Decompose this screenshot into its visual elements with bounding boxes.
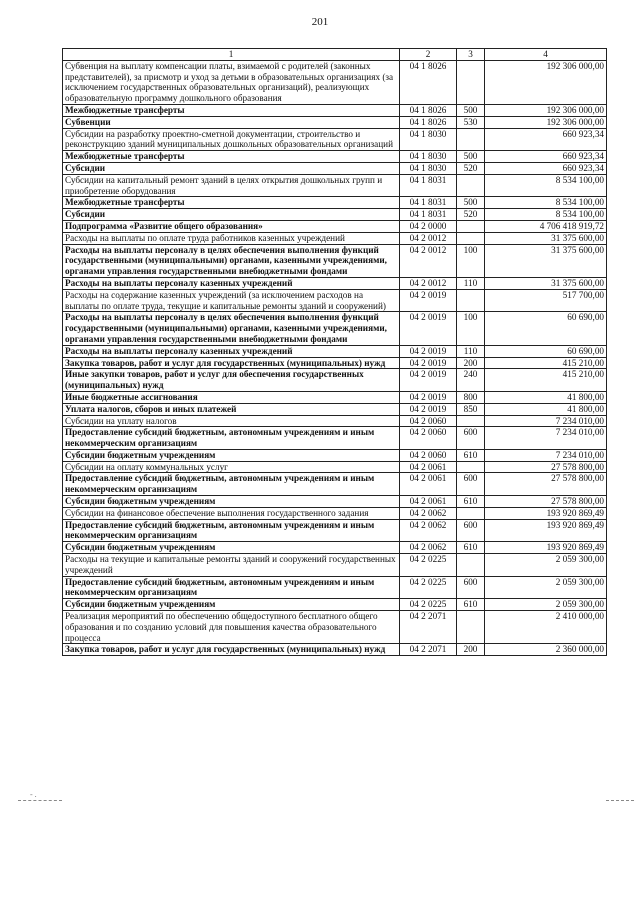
table-row bbox=[63, 151, 607, 163]
table-row bbox=[63, 554, 607, 577]
row-name-cell: Предоставление субсидий бюджетным, автономным учреждениям и иным некоммерческим организациям bbox=[63, 576, 400, 599]
header-col-3: 3 bbox=[457, 49, 485, 61]
row-name-cell: Предоставление субсидий бюджетным, автономным учреждениям и иным некоммерческим организациям bbox=[63, 519, 400, 542]
table-row bbox=[63, 576, 607, 599]
row-expense-type-cell: 610 bbox=[457, 496, 485, 508]
row-code-cell: 04 1 8030 bbox=[400, 151, 457, 163]
row-code-cell: 04 2 0060 bbox=[400, 415, 457, 427]
table-row bbox=[63, 277, 607, 289]
row-code-cell: 04 2 0062 bbox=[400, 542, 457, 554]
row-name-cell: Расходы на выплаты персоналу казенных учреждений bbox=[63, 345, 400, 357]
table-row bbox=[63, 289, 607, 312]
row-amount-cell: 2 360 000,00 bbox=[485, 644, 607, 656]
row-expense-type-cell: 530 bbox=[457, 116, 485, 128]
row-code-cell: 04 1 8031 bbox=[400, 174, 457, 197]
row-amount-cell: 31 375 600,00 bbox=[485, 232, 607, 244]
row-code-cell: 04 2 2071 bbox=[400, 611, 457, 644]
table-row bbox=[63, 461, 607, 473]
table-row bbox=[63, 60, 607, 104]
row-expense-type-cell: 600 bbox=[457, 519, 485, 542]
table-row bbox=[63, 391, 607, 403]
row-amount-cell: 8 534 100,00 bbox=[485, 197, 607, 209]
row-expense-type-cell bbox=[457, 415, 485, 427]
row-expense-type-cell bbox=[457, 174, 485, 197]
row-expense-type-cell: 610 bbox=[457, 449, 485, 461]
row-amount-cell: 4 706 418 919,72 bbox=[485, 220, 607, 232]
row-amount-cell: 8 534 100,00 bbox=[485, 209, 607, 221]
row-expense-type-cell: 800 bbox=[457, 391, 485, 403]
row-amount-cell: 7 234 010,00 bbox=[485, 449, 607, 461]
row-amount-cell: 2 059 300,00 bbox=[485, 599, 607, 611]
table-row bbox=[63, 357, 607, 369]
row-amount-cell: 31 375 600,00 bbox=[485, 277, 607, 289]
row-code-cell: 04 2 0062 bbox=[400, 507, 457, 519]
row-name-cell: Предоставление субсидий бюджетным, автономным учреждениям и иным некоммерческим организациям bbox=[63, 427, 400, 450]
row-name-cell: Субсидии на капитальный ремонт зданий в целях открытия дошкольных групп и приобретение оборудования bbox=[63, 174, 400, 197]
row-name-cell: Межбюджетные трансферты bbox=[63, 104, 400, 116]
row-code-cell: 04 2 0019 bbox=[400, 357, 457, 369]
row-name-cell: Субсидии бюджетным учреждениям bbox=[63, 449, 400, 461]
row-expense-type-cell: 520 bbox=[457, 162, 485, 174]
row-expense-type-cell bbox=[457, 611, 485, 644]
row-code-cell: 04 2 0019 bbox=[400, 345, 457, 357]
row-amount-cell: 60 690,00 bbox=[485, 312, 607, 345]
table-row bbox=[63, 116, 607, 128]
table-row bbox=[63, 599, 607, 611]
row-code-cell: 04 1 8026 bbox=[400, 104, 457, 116]
row-expense-type-cell: 240 bbox=[457, 369, 485, 392]
row-name-cell: Расходы на содержание казенных учреждений (за исключением расходов на выплаты по оплате труда, текущие и капитальные ремонты зданий и сооружений) bbox=[63, 289, 400, 312]
row-expense-type-cell: 600 bbox=[457, 427, 485, 450]
row-name-cell: Субсидии bbox=[63, 162, 400, 174]
row-name-cell: Субвенция на выплату компенсации платы, взимаемой с родителей (законных представителей), за присмотр и уход за детьми в образовательных организациях (за исключением государственных образовательных организаций), реализующих образовательную программу дошкольного образования bbox=[63, 60, 400, 104]
row-amount-cell: 8 534 100,00 bbox=[485, 174, 607, 197]
row-expense-type-cell bbox=[457, 128, 485, 151]
row-amount-cell: 27 578 800,00 bbox=[485, 496, 607, 508]
row-name-cell: Субсидии бюджетным учреждениям bbox=[63, 599, 400, 611]
budget-table bbox=[62, 48, 607, 656]
row-expense-type-cell bbox=[457, 554, 485, 577]
row-expense-type-cell: 600 bbox=[457, 576, 485, 599]
row-expense-type-cell bbox=[457, 220, 485, 232]
row-amount-cell: 660 923,34 bbox=[485, 151, 607, 163]
table-row bbox=[63, 415, 607, 427]
row-expense-type-cell: 500 bbox=[457, 151, 485, 163]
row-expense-type-cell: 110 bbox=[457, 345, 485, 357]
row-name-cell: Субсидии на финансовое обеспечение выполнения государственного задания bbox=[63, 507, 400, 519]
table-row bbox=[63, 473, 607, 496]
table-row bbox=[63, 369, 607, 392]
row-code-cell: 04 1 8030 bbox=[400, 128, 457, 151]
row-code-cell: 04 2 0012 bbox=[400, 232, 457, 244]
table-row bbox=[63, 496, 607, 508]
row-code-cell: 04 2 0060 bbox=[400, 427, 457, 450]
row-name-cell: Расходы на выплаты персоналу в целях обеспечения выполнения функций государственными (муниципальными) органами, казенными учреждениями, органами управления государственными внебюджетными фондами bbox=[63, 312, 400, 345]
row-expense-type-cell: 110 bbox=[457, 277, 485, 289]
row-name-cell: Субсидии bbox=[63, 209, 400, 221]
row-code-cell: 04 2 0019 bbox=[400, 391, 457, 403]
row-code-cell: 04 2 0225 bbox=[400, 554, 457, 577]
row-name-cell: Субсидии на оплату коммунальных услуг bbox=[63, 461, 400, 473]
row-amount-cell: 192 306 000,00 bbox=[485, 116, 607, 128]
table-row bbox=[63, 128, 607, 151]
row-name-cell: Субсидии на разработку проектно-сметной документации, строительство и реконструкцию зданий муниципальных дошкольных образовательных организаций bbox=[63, 128, 400, 151]
row-code-cell: 04 2 0060 bbox=[400, 449, 457, 461]
row-code-cell: 04 2 0000 bbox=[400, 220, 457, 232]
header-col-4: 4 bbox=[485, 49, 607, 61]
table-row bbox=[63, 644, 607, 656]
row-expense-type-cell: 200 bbox=[457, 357, 485, 369]
row-expense-type-cell bbox=[457, 232, 485, 244]
row-amount-cell: 415 210,00 bbox=[485, 357, 607, 369]
page-number: 201 bbox=[311, 16, 329, 28]
table-header-row bbox=[63, 49, 607, 61]
row-amount-cell: 41 800,00 bbox=[485, 391, 607, 403]
row-expense-type-cell: 600 bbox=[457, 473, 485, 496]
row-code-cell: 04 2 0061 bbox=[400, 473, 457, 496]
row-code-cell: 04 2 0019 bbox=[400, 312, 457, 345]
row-expense-type-cell: 200 bbox=[457, 644, 485, 656]
row-name-cell: Межбюджетные трансферты bbox=[63, 151, 400, 163]
table-row bbox=[63, 162, 607, 174]
row-amount-cell: 2 410 000,00 bbox=[485, 611, 607, 644]
row-name-cell: Расходы на выплаты персоналу казенных учреждений bbox=[63, 277, 400, 289]
header-col-2: 2 bbox=[400, 49, 457, 61]
table-row bbox=[63, 611, 607, 644]
margin-text: - . bbox=[30, 790, 37, 799]
row-name-cell: Предоставление субсидий бюджетным, автономным учреждениям и иным некоммерческим организациям bbox=[63, 473, 400, 496]
row-name-cell: Подпрограмма «Развитие общего образования» bbox=[63, 220, 400, 232]
row-code-cell: 04 2 0062 bbox=[400, 519, 457, 542]
table-row bbox=[63, 232, 607, 244]
row-code-cell: 04 2 0012 bbox=[400, 244, 457, 277]
row-expense-type-cell: 100 bbox=[457, 312, 485, 345]
row-expense-type-cell: 610 bbox=[457, 599, 485, 611]
row-name-cell: Реализация мероприятий по обеспечению общедоступного бесплатного общего образования и по созданию условий для повышения качества образовательного процесса bbox=[63, 611, 400, 644]
row-name-cell: Иные закупки товаров, работ и услуг для обеспечения государственных (муниципальных) нужд bbox=[63, 369, 400, 392]
header-col-1: 1 bbox=[63, 49, 400, 61]
row-code-cell: 04 1 8030 bbox=[400, 162, 457, 174]
row-amount-cell: 517 700,00 bbox=[485, 289, 607, 312]
row-name-cell: Субсидии бюджетным учреждениям bbox=[63, 496, 400, 508]
row-name-cell: Иные бюджетные ассигнования bbox=[63, 391, 400, 403]
row-name-cell: Закупка товаров, работ и услуг для государственных (муниципальных) нужд bbox=[63, 644, 400, 656]
row-code-cell: 04 1 8026 bbox=[400, 60, 457, 104]
row-amount-cell: 193 920 869,49 bbox=[485, 542, 607, 554]
row-name-cell: Субсидии бюджетным учреждениям bbox=[63, 542, 400, 554]
row-amount-cell: 7 234 010,00 bbox=[485, 427, 607, 450]
row-name-cell: Расходы на выплаты по оплате труда работников казенных учреждений bbox=[63, 232, 400, 244]
scan-artifact-line bbox=[606, 800, 634, 801]
table-row bbox=[63, 542, 607, 554]
row-code-cell: 04 2 0019 bbox=[400, 369, 457, 392]
row-name-cell: Субвенции bbox=[63, 116, 400, 128]
row-amount-cell: 192 306 000,00 bbox=[485, 104, 607, 116]
row-expense-type-cell bbox=[457, 289, 485, 312]
row-amount-cell: 660 923,34 bbox=[485, 162, 607, 174]
table-row bbox=[63, 104, 607, 116]
table-row bbox=[63, 220, 607, 232]
row-code-cell: 04 2 2071 bbox=[400, 644, 457, 656]
row-expense-type-cell: 520 bbox=[457, 209, 485, 221]
row-expense-type-cell: 100 bbox=[457, 244, 485, 277]
table-row bbox=[63, 507, 607, 519]
row-amount-cell: 41 800,00 bbox=[485, 403, 607, 415]
row-code-cell: 04 2 0225 bbox=[400, 576, 457, 599]
row-expense-type-cell bbox=[457, 507, 485, 519]
table-row bbox=[63, 449, 607, 461]
scan-artifact-line bbox=[18, 800, 62, 801]
row-name-cell: Субсидии на уплату налогов bbox=[63, 415, 400, 427]
row-amount-cell: 193 920 869,49 bbox=[485, 519, 607, 542]
row-name-cell: Межбюджетные трансферты bbox=[63, 197, 400, 209]
row-code-cell: 04 2 0061 bbox=[400, 496, 457, 508]
row-expense-type-cell: 500 bbox=[457, 197, 485, 209]
row-amount-cell: 27 578 800,00 bbox=[485, 473, 607, 496]
table-row bbox=[63, 427, 607, 450]
row-expense-type-cell bbox=[457, 60, 485, 104]
table-row bbox=[63, 174, 607, 197]
row-expense-type-cell: 500 bbox=[457, 104, 485, 116]
row-amount-cell: 60 690,00 bbox=[485, 345, 607, 357]
table-row bbox=[63, 403, 607, 415]
row-amount-cell: 660 923,34 bbox=[485, 128, 607, 151]
row-code-cell: 04 1 8031 bbox=[400, 209, 457, 221]
row-amount-cell: 31 375 600,00 bbox=[485, 244, 607, 277]
row-code-cell: 04 2 0019 bbox=[400, 289, 457, 312]
row-code-cell: 04 2 0061 bbox=[400, 461, 457, 473]
row-amount-cell: 192 306 000,00 bbox=[485, 60, 607, 104]
row-code-cell: 04 1 8031 bbox=[400, 197, 457, 209]
table-row bbox=[63, 345, 607, 357]
table-row bbox=[63, 209, 607, 221]
row-amount-cell: 193 920 869,49 bbox=[485, 507, 607, 519]
row-name-cell: Уплата налогов, сборов и иных платежей bbox=[63, 403, 400, 415]
row-code-cell: 04 2 0225 bbox=[400, 599, 457, 611]
row-expense-type-cell bbox=[457, 461, 485, 473]
row-amount-cell: 7 234 010,00 bbox=[485, 415, 607, 427]
row-amount-cell: 415 210,00 bbox=[485, 369, 607, 392]
row-code-cell: 04 2 0019 bbox=[400, 403, 457, 415]
table-row bbox=[63, 244, 607, 277]
row-amount-cell: 27 578 800,00 bbox=[485, 461, 607, 473]
table-row bbox=[63, 519, 607, 542]
row-amount-cell: 2 059 300,00 bbox=[485, 576, 607, 599]
row-expense-type-cell: 850 bbox=[457, 403, 485, 415]
table-row bbox=[63, 197, 607, 209]
row-name-cell: Расходы на выплаты персоналу в целях обеспечения выполнения функций государственными (муниципальными) органами, казенными учреждениями, органами управления государственными внебюджетными фондами bbox=[63, 244, 400, 277]
row-code-cell: 04 1 8026 bbox=[400, 116, 457, 128]
table-body bbox=[63, 60, 607, 655]
row-name-cell: Расходы на текущие и капитальные ремонты зданий и сооружений государственных учреждений bbox=[63, 554, 400, 577]
table-row bbox=[63, 312, 607, 345]
row-code-cell: 04 2 0012 bbox=[400, 277, 457, 289]
row-amount-cell: 2 059 300,00 bbox=[485, 554, 607, 577]
row-expense-type-cell: 610 bbox=[457, 542, 485, 554]
row-name-cell: Закупка товаров, работ и услуг для государственных (муниципальных) нужд bbox=[63, 357, 400, 369]
